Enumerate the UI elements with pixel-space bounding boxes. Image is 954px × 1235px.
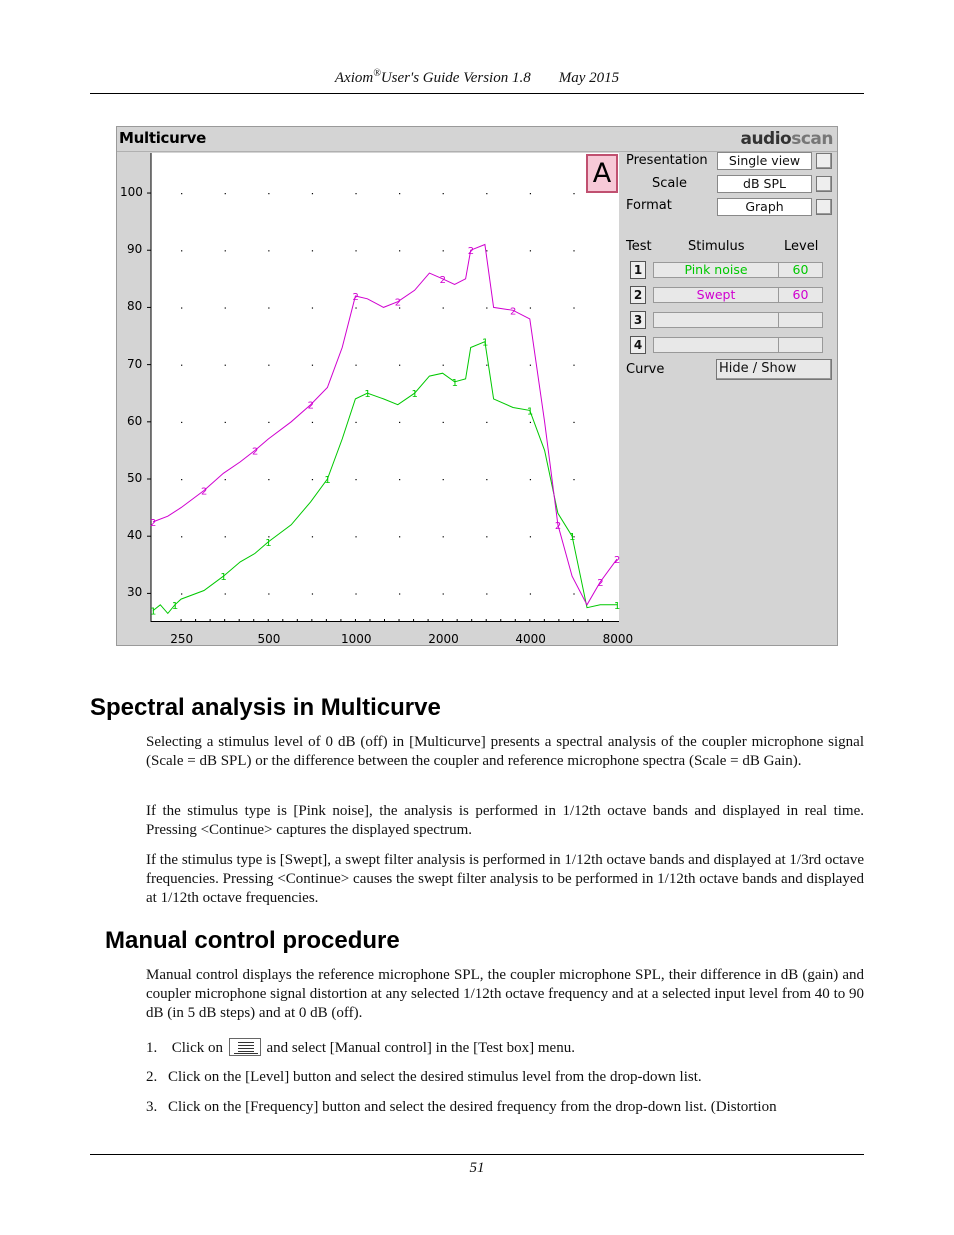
x-tick-label: 8000 (602, 632, 634, 646)
test-2-button[interactable]: 2 (630, 286, 646, 304)
test-box-menu-icon[interactable] (229, 1038, 261, 1056)
header-product: Axiom (334, 70, 374, 86)
series-1-marker: 1 (569, 532, 576, 544)
multicurve-chart (151, 153, 619, 622)
grid-dot (312, 365, 313, 366)
grid-dot (181, 422, 182, 423)
grid-dot (573, 250, 574, 251)
grid-dot (530, 307, 531, 308)
grid-dot (443, 250, 444, 251)
step-3-number: 3. (146, 1099, 158, 1115)
format-field[interactable]: Graph (717, 198, 812, 216)
header-rule (90, 93, 864, 94)
level-column-header: Level (784, 239, 819, 254)
y-tick-label: 30 (127, 585, 143, 600)
grid-dot (181, 536, 182, 537)
series-1-marker: 1 (614, 600, 621, 612)
series-2-marker: 2 (597, 577, 604, 589)
test-1-button[interactable]: 1 (630, 261, 646, 279)
grid-dot (443, 193, 444, 194)
page-number: 51 (469, 1160, 485, 1176)
scale-field[interactable]: dB SPL (717, 175, 812, 193)
x-tick-label: 1000 (341, 632, 372, 646)
grid-dot (181, 307, 182, 308)
series-2-marker: 2 (394, 297, 402, 309)
grid-dot (181, 365, 182, 366)
grid-dot (355, 536, 356, 537)
scale-dropdown-button[interactable] (816, 176, 832, 192)
series-2-marker: 2 (510, 306, 517, 318)
series-1-marker: 1 (220, 572, 227, 584)
grid-dot (355, 307, 356, 308)
grid-dot (225, 250, 226, 251)
grid-dot (225, 536, 226, 537)
series-2-line (153, 245, 617, 605)
grid-dot (399, 365, 400, 366)
format-label: Format (626, 198, 672, 213)
y-tick-label: 100 (120, 185, 143, 200)
grid-dot (268, 422, 269, 423)
scale-label: Scale (652, 176, 687, 191)
test-1-stimulus[interactable]: Pink noise (653, 262, 779, 278)
stimulus-column-header: Stimulus (688, 239, 745, 254)
step-1-text-a: Click on (171, 1040, 223, 1056)
x-tick-label: 250 (170, 632, 194, 646)
page-header (0, 68, 954, 87)
registered-mark: ® (373, 68, 381, 79)
grid-dot (530, 193, 531, 194)
grid-dot (573, 422, 574, 423)
grid-dot (355, 593, 356, 594)
step-2-number: 2. (146, 1069, 158, 1085)
grid-dot (443, 593, 444, 594)
step-3 (146, 1098, 864, 1117)
grid-dot (268, 593, 269, 594)
grid-dot (443, 422, 444, 423)
grid-dot (312, 307, 313, 308)
presentation-dropdown-button[interactable] (816, 153, 832, 169)
plot-area[interactable] (151, 153, 619, 622)
grid-dot (486, 536, 487, 537)
step-1 (146, 1038, 864, 1058)
series-1-marker: 1 (451, 377, 458, 389)
series-1-marker: 1 (526, 406, 534, 418)
grid-dot (225, 479, 226, 480)
footer-rule (90, 1154, 864, 1155)
paragraph-4: Manual control displays the reference microphone SPL, the coupler microphone SPL, their difference in dB (gain) and coupler microphone signal distortion at any selected 1/12th octave frequency and at a selected input level from 40 to 90 dB (in 5 dB steps) and at 0 dB (off). (146, 967, 864, 1022)
series-1-marker: 1 (364, 389, 371, 401)
test-4-level[interactable] (778, 337, 823, 353)
x-tick-label: 4000 (515, 632, 546, 646)
hide-show-button[interactable]: Hide / Show (716, 359, 832, 380)
grid-dot (443, 365, 444, 366)
grid-dot (225, 307, 226, 308)
curve-label: Curve (626, 362, 665, 377)
screen-titlebar (117, 127, 837, 152)
grid-dot (530, 536, 531, 537)
test-1-level[interactable]: 60 (778, 262, 823, 278)
multicurve-screenshot (116, 126, 838, 646)
grid-dot (486, 593, 487, 594)
grid-dot (486, 193, 487, 194)
grid-dot (486, 307, 487, 308)
series-2-marker: 2 (554, 520, 562, 532)
presentation-label: Presentation (626, 153, 708, 168)
grid-dot (181, 593, 182, 594)
logo-scan: scan (791, 129, 833, 149)
series-1-marker: 1 (150, 606, 157, 618)
series-2-marker: 2 (439, 274, 447, 286)
grid-dot (573, 307, 574, 308)
grid-dot (486, 422, 487, 423)
test-3-stimulus[interactable] (653, 312, 779, 328)
presentation-field[interactable]: Single view (717, 152, 812, 170)
view-a-badge[interactable]: A (586, 154, 618, 193)
y-tick-label: 60 (127, 413, 143, 428)
y-tick-label: 40 (127, 528, 143, 543)
screen-title: Multicurve (119, 129, 206, 147)
series-1-marker: 1 (411, 389, 418, 401)
grid-dot (268, 250, 269, 251)
y-tick-label: 50 (127, 471, 143, 485)
grid-dot (399, 536, 400, 537)
grid-dot (181, 479, 182, 480)
y-tick-label: 80 (127, 299, 143, 314)
x-tick-label: 500 (257, 632, 281, 646)
grid-dot (355, 250, 356, 251)
grid-dot (399, 250, 400, 251)
grid-dot (355, 365, 356, 366)
grid-dot (268, 365, 269, 366)
grid-dot (225, 593, 226, 594)
test-2-level[interactable]: 60 (778, 287, 823, 303)
series-1-marker: 1 (171, 600, 179, 612)
test-3-level[interactable] (778, 312, 823, 328)
spectral-analysis-heading: Spectral analysis in Multicurve (90, 694, 441, 721)
manual-control-heading: Manual control procedure (105, 927, 400, 954)
test-3-button[interactable]: 3 (630, 311, 646, 329)
paragraph-2: If the stimulus type is [Pink noise], the analysis is performed in 1/12th octave bands and displayed in real time. Pressing <Continue> captures the displayed spectrum. (146, 803, 864, 839)
series-2-marker: 2 (201, 486, 208, 498)
grid-dot (573, 479, 574, 480)
grid-dot (486, 250, 487, 251)
grid-dot (355, 422, 356, 423)
grid-dot (268, 479, 269, 480)
grid-dot (312, 536, 313, 537)
step-3-text: Click on the [Frequency] button and select the desired frequency from the drop-down list. (Distortion (168, 1099, 777, 1115)
grid-dot (399, 193, 400, 194)
grid-dot (312, 193, 313, 194)
grid-dot (399, 422, 400, 423)
series-2-marker: 2 (150, 517, 157, 529)
grid-dot (530, 479, 531, 480)
step-2-text: Click on the [Level] button and select the desired stimulus level from the drop-down list. (168, 1069, 702, 1085)
series-1-marker: 1 (481, 337, 489, 349)
x-tick-label: 2000 (428, 632, 459, 646)
grid-dot (486, 479, 487, 480)
grid-dot (268, 307, 269, 308)
step-2 (146, 1068, 864, 1087)
series-2-marker: 2 (252, 446, 259, 458)
test-2-stimulus[interactable]: Swept (653, 287, 779, 303)
series-1-marker: 1 (265, 537, 272, 549)
grid-dot (399, 593, 400, 594)
grid-dot (181, 193, 182, 194)
grid-dot (355, 479, 356, 480)
series-2-marker: 2 (614, 555, 621, 567)
series-2-marker: 2 (307, 400, 314, 412)
grid-dot (486, 365, 487, 366)
grid-dot (530, 422, 531, 423)
test-column-header: Test (626, 239, 652, 254)
series-1-marker: 1 (324, 475, 331, 487)
grid-dot (573, 193, 574, 194)
grid-dot (573, 593, 574, 594)
logo-audio: audio (740, 129, 792, 149)
grid-dot (443, 479, 444, 480)
series-2-marker: 2 (467, 246, 475, 258)
grid-dot (530, 365, 531, 366)
paragraph-3: If the stimulus type is [Swept], a swept filter analysis is performed in 1/12th octave bands and displayed at 1/3rd octave frequencies. Pressing <Continue> causes the swept filter analysis to be performed in 1/12th octave bands and displayed at 1/12th octave frequencies. (146, 852, 864, 907)
series-2-marker: 2 (352, 291, 359, 303)
grid-dot (530, 250, 531, 251)
grid-dot (443, 307, 444, 308)
test-4-button[interactable]: 4 (630, 336, 646, 354)
grid-dot (268, 193, 269, 194)
grid-dot (225, 193, 226, 194)
grid-dot (443, 536, 444, 537)
grid-dot (312, 479, 313, 480)
grid-dot (181, 250, 182, 251)
grid-dot (312, 250, 313, 251)
y-tick-label: 70 (127, 356, 143, 371)
step-1-text-b: and select [Manual control] in the [Test box] menu. (266, 1040, 575, 1056)
grid-dot (399, 479, 400, 480)
paragraph-1: Selecting a stimulus level of 0 dB (off) in [Multicurve] presents a spectral analysis of the coupler microphone signal (Scale = dB SPL) or the difference between the coupler and reference microphone spectra (Scale = dB Gain). (146, 734, 864, 770)
grid-dot (312, 422, 313, 423)
y-tick-label: 90 (127, 242, 143, 257)
grid-dot (225, 365, 226, 366)
grid-dot (355, 193, 356, 194)
header-guide: User's Guide Version 1.8 (380, 70, 531, 86)
grid-dot (225, 422, 226, 423)
test-4-stimulus[interactable] (653, 337, 779, 353)
grid-dot (312, 593, 313, 594)
grid-dot (530, 593, 531, 594)
grid-dot (573, 365, 574, 366)
header-date: May 2015 (558, 70, 620, 86)
step-1-number: 1. (146, 1040, 158, 1056)
audioscan-logo (740, 129, 833, 149)
format-dropdown-button[interactable] (816, 199, 832, 215)
